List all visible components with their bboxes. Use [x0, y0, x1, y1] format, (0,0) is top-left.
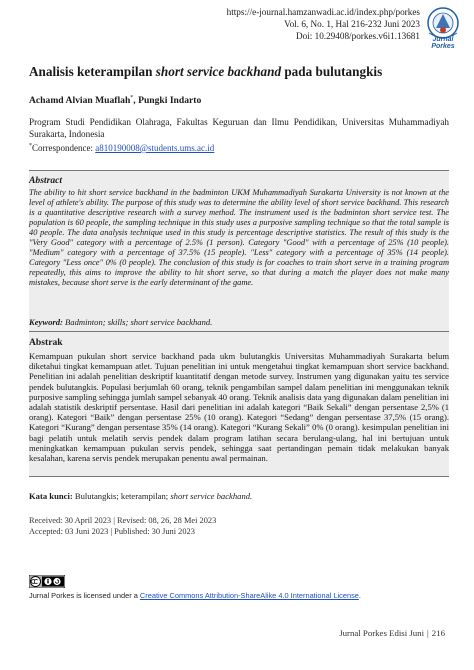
author-2: , Pungki Indarto	[133, 95, 202, 107]
correspondence	[29, 143, 214, 153]
logo-text: Jurnal Porkes	[431, 36, 455, 50]
dates-received-revised: Received: 30 April 2023 | Revised: 08, 26, 28 Mei 2023	[29, 516, 217, 525]
license-suffix: .	[358, 591, 361, 600]
kata-kunci	[29, 491, 252, 501]
title-part1: Analisis keterampilan	[29, 64, 156, 79]
author-1: Achamd Alvian Muaflah	[29, 95, 131, 107]
kata-kunci-values: Bulutangkis; keterampilan;	[72, 491, 171, 501]
corresponding-mark: *	[130, 95, 134, 101]
dates-accepted-published: Accepted: 03 Juni 2023 | Published: 30 Juni 2023	[29, 526, 195, 536]
license-link[interactable]: Creative Commons Attribution-ShareAlike 4.0 International License	[139, 591, 359, 600]
journal-header	[227, 6, 420, 43]
title-part2: pada bulutangkis	[281, 64, 383, 79]
article-title	[29, 64, 449, 80]
correspondence-mark: *	[29, 143, 32, 149]
page-number: 216	[431, 628, 445, 638]
keywords-english	[29, 317, 212, 327]
journal-logo	[420, 6, 466, 50]
title-emphasis: short service backhand	[155, 64, 282, 79]
correspondence-email-link[interactable]: a810190008@students.ums.ac.id	[95, 143, 215, 153]
kata-kunci-italic: short service backhand.	[170, 491, 253, 501]
journal-url[interactable]: https://e-journal.hamzanwadi.ac.id/index.php/porkes	[226, 7, 420, 17]
keywords-values: Badminton; skills; short service backhand.	[62, 317, 213, 327]
keywords-label: Keyword:	[29, 317, 63, 327]
license-statement	[29, 591, 361, 600]
abstract-heading: Abstract	[29, 175, 63, 186]
correspondence-label: Correspondence:	[32, 143, 96, 153]
abstrak-text: Kemampuan pukulan short service backhand pada ukm bulutangkis Universitas Muhammadiyah Surakarta belum diketahui tingkat kemampuan atlet. Tujuan penelitian ini untuk mengetahui tingkat kemampuan short service backhand. Penelitian ini adalah penelitian deskriptif kuantitatif dengan metode survey. Instrumen yang digunakan yaitu tes service pendek bulutangkis. Populasi berjumlah 60 orang, teknik pengambilan sampel dalam penelitian ini menggunakan teknik purposive sampling sehingga jumlah sampel sebanyak 40 orang. Teknik analisis data yang digunakan dalam penelitian ini adalah statistik deskriptif persentase. Hasil dari penelitian ini adalah kategori “Baik Sekali” dengan persentase 2,5% (1 orang). Kategori “Baik” dengan persentase 25% (10 orang). Kategori “Sedang” dengan persentase 37,5% (15 orang). Kategori “Kurang” dengan persentase 35% (14 orang). Kategori “Kurang Sekali” 0% (0 orang). kesimpulan penelitian ini bagi pelatih untuk melatih servis pendek dalam program latihan secara berulang-ulang, hal ini bertujuan untuk meningkatkan kemampuan pukulan servis pendek, sehingga saat pertandingan pemain tidak melakukan banyak kesalahan, karena servis pendek merupakan penentu awal permainan.	[29, 351, 449, 464]
footer-separator: |	[427, 628, 429, 638]
article-dates	[29, 516, 216, 537]
abstract-divider	[29, 331, 449, 332]
kata-kunci-label: Kata kunci:	[29, 491, 73, 501]
page-footer	[339, 628, 445, 638]
journal-doi[interactable]: Doi: 10.29408/porkes.v6i1.13681	[295, 31, 420, 42]
affiliation: Program Studi Pendidikan Olahraga, Fakultas Keguruan dan Ilmu Pendidikan, Universitas Muhammadiyah Surakarta, Indonesia	[29, 117, 449, 139]
abstract-english-text: The ability to hit short service backhand in the badminton UKM Muhammadiyah Surakarta University is not known at the level of athlete's ability. The purpose of this study was to determine the ability level of short service backhand. This research is a quantitative descriptive research with a survey method. The instrument used is the badminton short service test. The population is 60 people, the sampling technique in this study uses a purposive sampling technique so that the total sample is 40 people. The data analysis technique used in this study is percentage descriptive statistics. The result of this study is the "Very Good" category with a percentage of 2.5% (1 person). Category "Good" with a percentage of 25% (10 people). "Medium" category with a percentage of 37.5% (15 people). "Less" category with a percentage of 35% (14 people). Category "Less once" 0% (0 people). The conclusion of this study is for coaches to train short serve in a training program repeatedly, this aims to improve the ability to hit short serve, so that during a match the player does not make many mistakes, because short serve is the early determinant of the game.	[29, 188, 449, 288]
footer-journal: Jurnal Porkes Edisi Juni	[339, 628, 425, 638]
cc-by-sa-badge-icon[interactable]	[29, 575, 65, 588]
journal-volume: Vol. 6, No. 1, Hal 216-232 Juni 2023	[284, 19, 420, 30]
license-prefix: Jurnal Porkes is licensed under a	[29, 591, 140, 600]
author-list	[29, 95, 201, 106]
abstrak-heading: Abstrak	[29, 337, 63, 348]
